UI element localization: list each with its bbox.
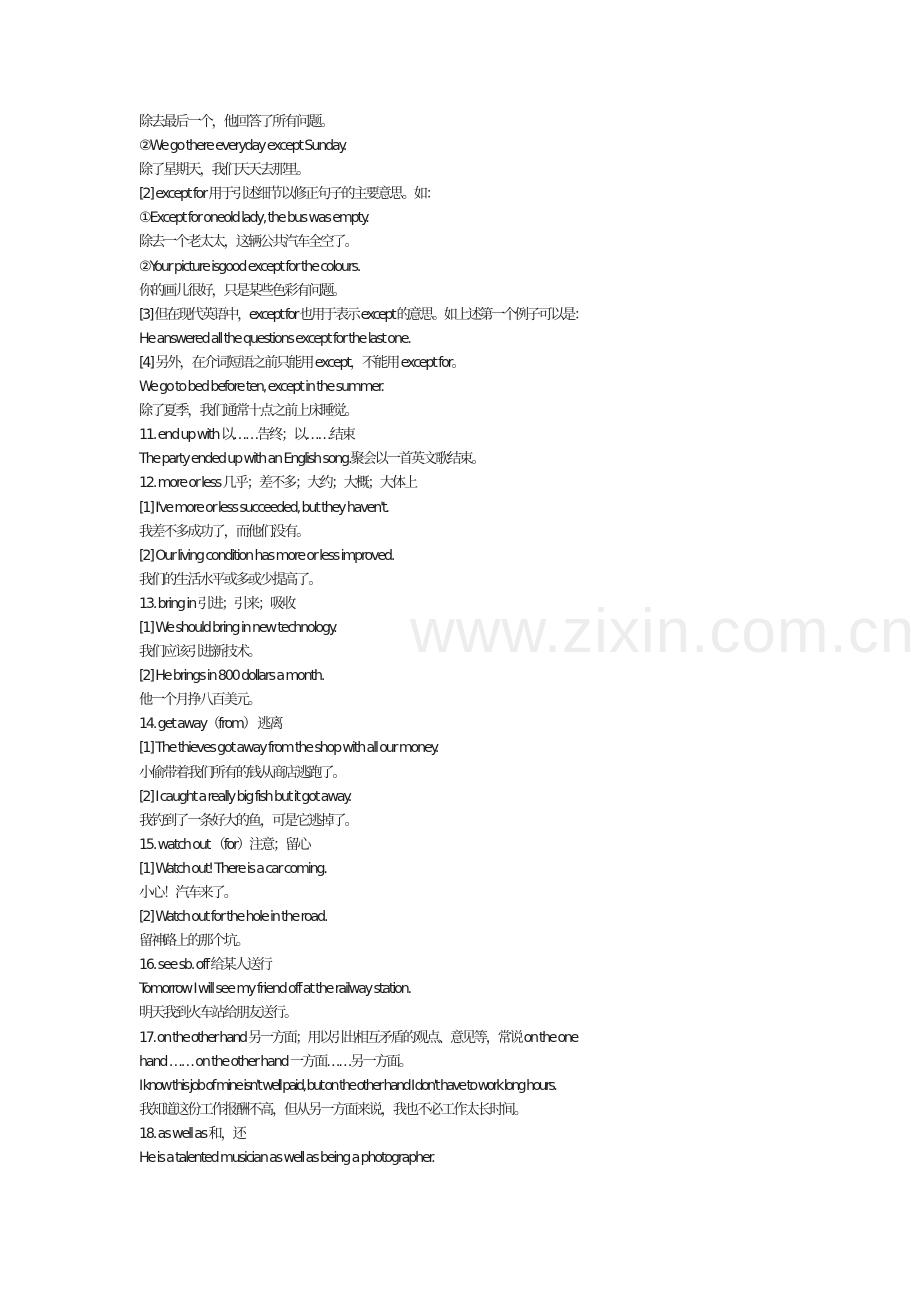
text-line: 除了夏季，我们通常十点之前上床睡觉。 (139, 403, 357, 420)
text-line: [1] The thieves got away from the shop with all our money. (139, 740, 438, 757)
watermark: www.zixin.com.cn (410, 597, 916, 666)
text-line: ②Your picture isgood except for the colours. (139, 258, 360, 275)
section-heading: 16. see sb. off 给某人送行 (139, 957, 271, 974)
section-heading: 17. on the other hand 另一方面；用以引出相互矛盾的观点、意见等，常说 on the one (139, 1029, 577, 1046)
section-heading: 18. as well as 和，还 (139, 1125, 245, 1142)
text-line: [3] 但在现代英语中，except for 也用于表示 except 的意思。如上述第一个例子可以是： (139, 306, 586, 323)
text-line: ②We go there everyday except Sunday. (139, 138, 346, 155)
text-line: 我钓到了一条好大的鱼，可是它逃掉了。 (139, 812, 357, 829)
text-line: 我们的生活水平或多或少提高了。 (139, 571, 321, 588)
text-line: [1] We should bring in new technology. (139, 619, 336, 636)
text-line: [4] 另外，在介词短语之前只能用 except，不能用 except for。 (139, 354, 464, 371)
document-body (139, 110, 799, 1170)
text-line: [2] He brings in 800 dollars a month. (139, 668, 324, 685)
text-line: 小偷带着我们所有的钱从商店逃跑了。 (139, 764, 345, 781)
text-line: 我们应该引进新技术。 (139, 644, 260, 661)
text-line: The party ended up with an English song.聚会以一首英文歌结束。 (139, 451, 484, 468)
text-line: He answered all the questions except for the last one. (139, 330, 410, 347)
text-line: 他一个月挣八百美元。 (139, 692, 260, 709)
text-line: [2] I caught a really big fish but it got away. (139, 788, 351, 805)
text-line: I know this job of mine isn't well paid, but on the other hand I don't have to work long hours. (139, 1077, 556, 1094)
text-line: [2] except for 用于引述细节以修正句子的主要意思。如： (139, 186, 439, 203)
text-line: 除去一个老太太，这辆公共汽车全空了。 (139, 234, 357, 251)
text-line: We go to bed before ten, except in the summer. (139, 379, 383, 396)
text-line: 留神路上的那个坑。 (139, 933, 248, 950)
text-line: 小心！汽车来了。 (139, 885, 236, 901)
text-line: 除去最后一个，他回答了所有问题。 (139, 114, 333, 130)
section-heading: 14. get away（from） 逃离 (139, 716, 282, 733)
text-line: [2] Our living condition has more or less improved. (139, 547, 394, 564)
text-line: [1] Watch out! There is a car coming. (139, 860, 326, 877)
text-line: He is a talented musician as well as being a photographer. (139, 1150, 434, 1167)
text-line: 我知道这份工作报酬不高，但从另一方面来说，我也不必工作太长时间。 (139, 1101, 526, 1118)
section-heading: 11. end up with 以……告终；以……结束 (139, 427, 354, 444)
section-heading: 15. watch out （for）注意；留心 (139, 836, 310, 853)
section-heading: 12. more or less 几乎；差不多；大约；大概；大体上 (139, 475, 417, 492)
text-line: ①Except for oneold lady, the bus was empty. (139, 210, 368, 227)
text-line: 你的画儿很好，只是某些色彩有问题。 (139, 282, 345, 299)
text-line: 我差不多成功了，而他们没有。 (139, 523, 309, 540)
text-line: 除了星期天，我们天天去那里。 (139, 162, 309, 179)
section-heading: 13. bring in 引进；引来；吸收 (139, 595, 295, 612)
text-line: 明天我到火车站给朋友送行。 (139, 1005, 297, 1022)
text-line: [2] Watch out for the hole in the road. (139, 909, 327, 926)
text-line: [1] I've more or less succeeded, but they haven't. (139, 499, 388, 516)
text-line: hand …… on the other hand 一方面……另一方面。 (139, 1053, 411, 1070)
text-line: Tomorrow I will see my friend off at the railway station. (139, 981, 411, 998)
